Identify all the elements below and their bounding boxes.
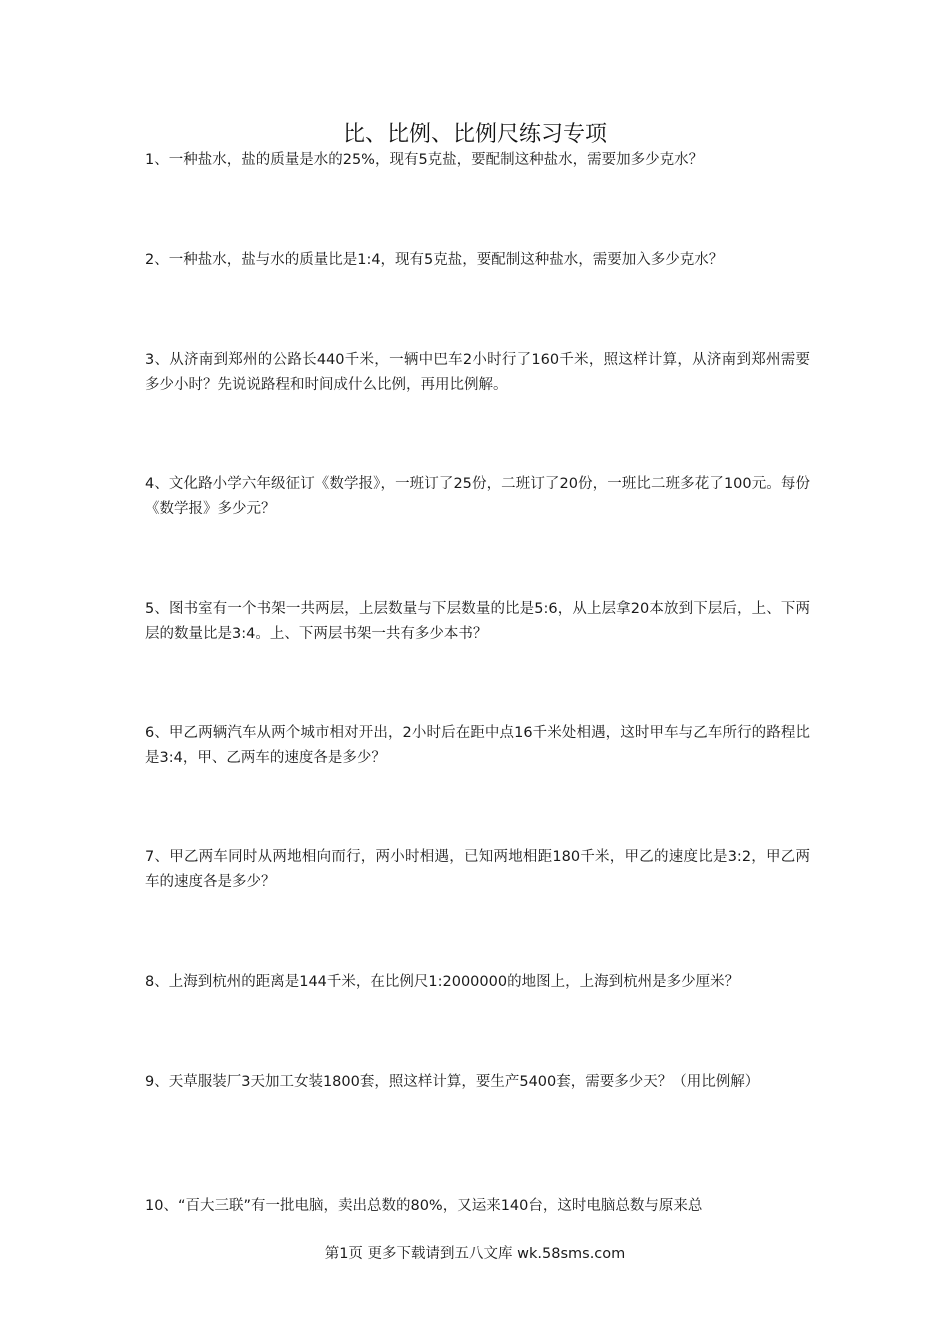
question-7: 7、甲乙两车同时从两地相向而行，两小时相遇，已知两地相距180千米，甲乙的速度比是3:2，甲乙两车的速度各是多少？	[145, 849, 810, 890]
question-5: 5、图书室有一个书架一共两层，上层数量与下层数量的比是5:6，从上层拿20本放到下层后，上、下两层的数量比是3:4。上、下两层书架一共有多少本书？	[145, 601, 810, 642]
question-3: 3、从济南到郑州的公路长440千米，一辆中巴车2小时行了160千米，照这样计算，从济南到郑州需要多少小时？先说说路程和时间成什么比例，再用比例解。	[145, 352, 810, 393]
question-9: 9、天草服装厂3天加工女装1800套，照这样计算，要生产5400套，需要多少天？（用比例解）	[145, 1074, 760, 1090]
question-8: 8、上海到杭州的距离是144千米，在比例尺1:2000000的地图上，上海到杭州是多少厘米？	[145, 974, 740, 990]
page-title: 比、比例、比例尺练习专项	[342, 122, 607, 147]
question-4: 4、文化路小学六年级征订《数学报》，一班订了25份，二班订了20份，一班比二班多花了100元。每份《数学报》多少元？	[145, 476, 810, 517]
question-1: 1、一种盐水，盐的质量是水的25%，现有5克盐，要配制这种盐水，需要加多少克水？	[145, 152, 704, 168]
page-footer: 第1页 更多下载请到五八文库 wk.58sms.com	[324, 1246, 626, 1262]
question-2: 2、一种盐水，盐与水的质量比是1:4，现有5克盐，要配制这种盐水，需要加入多少克水？	[145, 252, 724, 268]
question-6: 6、甲乙两辆汽车从两个城市相对开出，2小时后在距中点16千米处相遇，这时甲车与乙车所行的路程比是3:4，甲、乙两车的速度各是多少？	[145, 725, 810, 766]
question-10: 10、“百大三联”有一批电脑，卖出总数的80%，又运来140台，这时电脑总数与原来总	[145, 1198, 703, 1214]
